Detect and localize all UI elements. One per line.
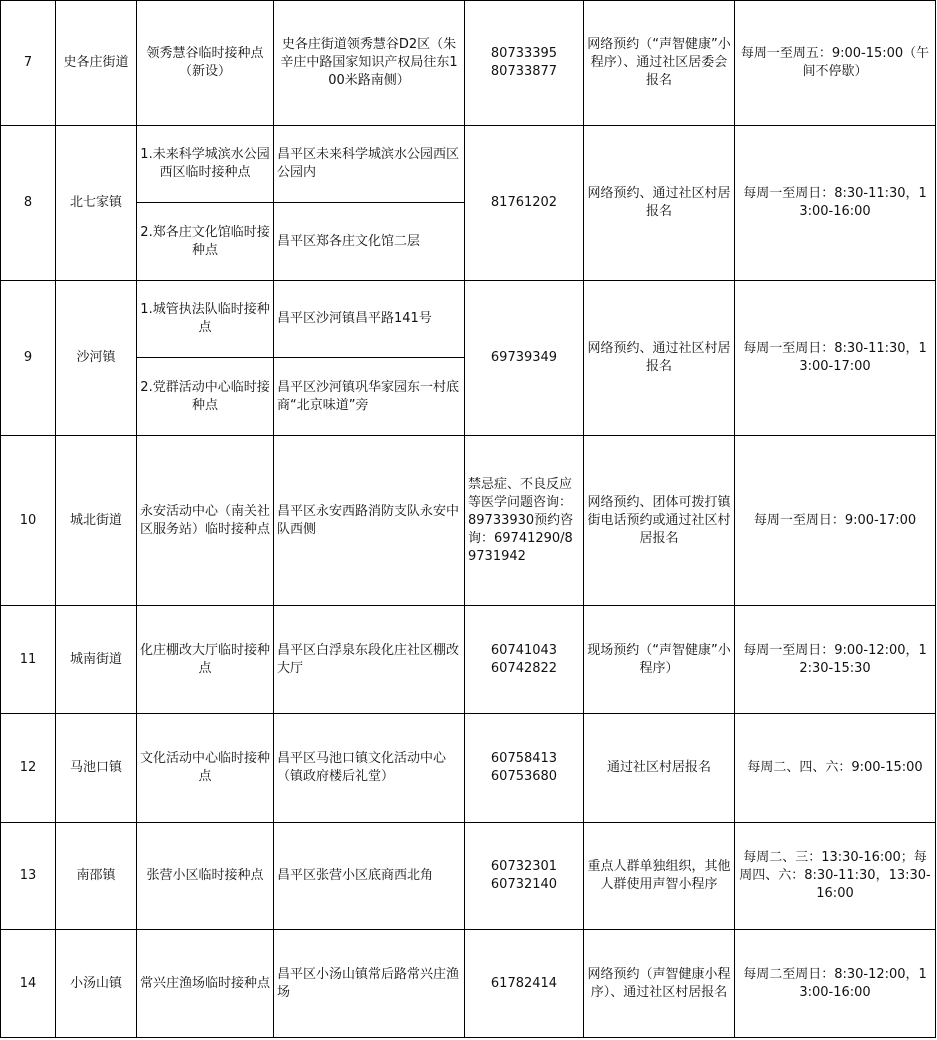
town-name: 城南街道 bbox=[56, 606, 137, 714]
site-name: 化庄棚改大厅临时接种点 bbox=[137, 606, 274, 714]
row-number: 11 bbox=[1, 606, 56, 714]
phone-cell bbox=[465, 714, 584, 823]
site-address: 昌平区马池口镇文化活动中心（镇政府楼后礼堂） bbox=[274, 714, 465, 823]
booking-method: 现场预约（“声智健康”小程序） bbox=[584, 606, 735, 714]
row-number: 10 bbox=[1, 436, 56, 606]
phone-number: 60753680 bbox=[490, 769, 558, 784]
site-address: 昌平区未来科学城滨水公园西区公园内 bbox=[274, 126, 465, 203]
site-name: 1.未来科学城滨水公园西区临时接种点 bbox=[137, 126, 274, 203]
site-address: 昌平区永安西路消防支队永安中队西侧 bbox=[274, 436, 465, 606]
site-address: 昌平区沙河镇巩华家园东一村底商“北京味道”旁 bbox=[274, 358, 465, 436]
booking-method: 重点人群单独组织，其他人群使用声智小程序 bbox=[584, 823, 735, 930]
town-name: 马池口镇 bbox=[56, 714, 137, 823]
booking-method: 网络预约（“声智健康”小程序）、通过社区居委会报名 bbox=[584, 1, 735, 126]
phone-cell bbox=[465, 606, 584, 714]
town-name: 小汤山镇 bbox=[56, 930, 137, 1038]
phone-number: 81761202 bbox=[490, 195, 558, 210]
table-row bbox=[1, 823, 936, 930]
row-number: 9 bbox=[1, 281, 56, 436]
site-name: 常兴庄渔场临时接种点 bbox=[137, 930, 274, 1038]
phone-number: 60742822 bbox=[490, 660, 558, 676]
row-number: 14 bbox=[1, 930, 56, 1038]
site-address: 昌平区沙河镇昌平路141号 bbox=[274, 281, 465, 358]
site-address: 昌平区郑各庄文化馆二层 bbox=[274, 203, 465, 281]
table-row bbox=[1, 606, 936, 714]
site-address: 史各庄街道领秀慧谷D2区（朱辛庄中路国家知识产权局往东100米路南侧） bbox=[274, 1, 465, 126]
consult-phone-text: 禁忌症、不良反应等医学问题咨询：89733930预约咨询：69741290/89731942 bbox=[465, 436, 584, 606]
site-address: 昌平区小汤山镇常后路常兴庄渔场 bbox=[274, 930, 465, 1038]
booking-method: 网络预约、通过社区村居报名 bbox=[584, 281, 735, 436]
row-number: 8 bbox=[1, 126, 56, 281]
phone-cell bbox=[465, 1, 584, 126]
town-name: 北七家镇 bbox=[56, 126, 137, 281]
table-row bbox=[1, 930, 936, 1038]
table-row bbox=[1, 714, 936, 823]
site-name: 2.党群活动中心临时接种点 bbox=[137, 358, 274, 436]
phone-cell bbox=[465, 126, 584, 281]
booking-method: 网络预约（声智健康小程序）、通过社区村居报名 bbox=[584, 930, 735, 1038]
site-name: 文化活动中心临时接种点 bbox=[137, 714, 274, 823]
service-hours: 每周一至周日：9:00-17:00 bbox=[735, 436, 936, 606]
service-hours: 每周一至周日：9:00-12:00，12:30-15:30 bbox=[735, 606, 936, 714]
site-name: 2.郑各庄文化馆临时接种点 bbox=[137, 203, 274, 281]
table-row bbox=[1, 126, 936, 203]
booking-method: 网络预约、通过社区村居报名 bbox=[584, 126, 735, 281]
booking-method: 通过社区村居报名 bbox=[584, 714, 735, 823]
service-hours: 每周一至周五：9:00-15:00（午间不停歇） bbox=[735, 1, 936, 126]
phone-number: 60732301 bbox=[490, 859, 558, 874]
site-name: 永安活动中心（南关社区服务站）临时接种点 bbox=[137, 436, 274, 606]
table-row bbox=[1, 436, 936, 606]
phone-number: 61782414 bbox=[490, 975, 558, 991]
site-name: 1.城管执法队临时接种点 bbox=[137, 281, 274, 358]
table-row bbox=[1, 281, 936, 358]
site-name: 领秀慧谷临时接种点（新设） bbox=[137, 1, 274, 126]
service-hours: 每周一至周日：8:30-11:30，13:00-17:00 bbox=[735, 281, 936, 436]
service-hours: 每周二至周日：8:30-12:00，13:00-16:00 bbox=[735, 930, 936, 1038]
phone-number: 69739349 bbox=[490, 350, 558, 365]
row-number: 13 bbox=[1, 823, 56, 930]
town-name: 史各庄街道 bbox=[56, 1, 137, 126]
phone-number: 60732140 bbox=[490, 877, 558, 892]
site-address: 昌平区白浮泉东段化庄社区棚改大厅 bbox=[274, 606, 465, 714]
phone-number: 60758413 bbox=[490, 751, 558, 766]
town-name: 城北街道 bbox=[56, 436, 137, 606]
phone-number: 60741043 bbox=[490, 642, 558, 658]
phone-number: 80733877 bbox=[490, 64, 558, 79]
town-name: 南邵镇 bbox=[56, 823, 137, 930]
phone-number: 80733395 bbox=[490, 46, 558, 61]
phone-cell bbox=[465, 930, 584, 1038]
service-hours: 每周二、三：13:30-16:00；每周四、六：8:30-11:30，13:30-16:00 bbox=[735, 823, 936, 930]
service-hours: 每周一至周日：8:30-11:30，13:00-16:00 bbox=[735, 126, 936, 281]
phone-cell bbox=[465, 281, 584, 436]
table-row bbox=[1, 1, 936, 126]
service-hours: 每周二、四、六：9:00-15:00 bbox=[735, 714, 936, 823]
site-name: 张营小区临时接种点 bbox=[137, 823, 274, 930]
row-number: 12 bbox=[1, 714, 56, 823]
site-address: 昌平区张营小区底商西北角 bbox=[274, 823, 465, 930]
phone-cell bbox=[465, 823, 584, 930]
booking-method: 网络预约、团体可拨打镇街电话预约或通过社区村居报名 bbox=[584, 436, 735, 606]
row-number: 7 bbox=[1, 1, 56, 126]
town-name: 沙河镇 bbox=[56, 281, 137, 436]
